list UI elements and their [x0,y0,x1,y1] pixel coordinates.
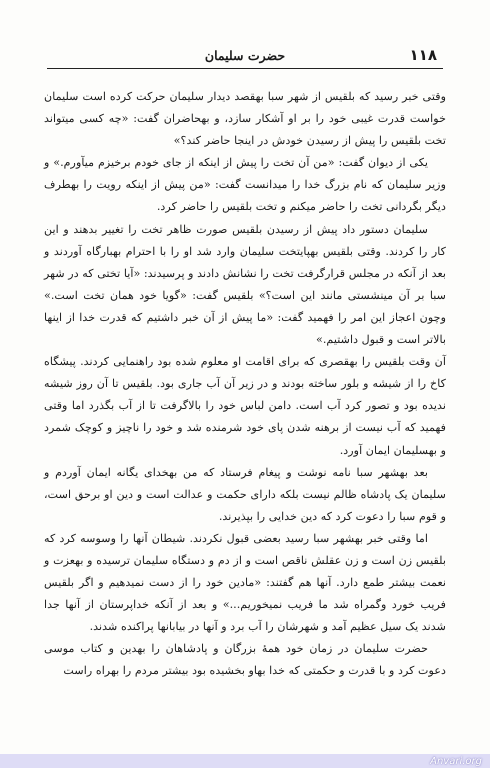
running-title: حضرت سلیمان [204,48,286,63]
body-text [44,86,446,683]
page-number: ۱۱۸ [409,46,437,64]
watermark-bar [0,754,490,768]
paragraph: سلیمان دستور داد پیش از رسیدن بلقیس صورت ظاهر تخت را تغییر بدهند و این کار را کردند. وقتی بلقیس بهپایتخت سلیمان وارد شد او را با احترام بهبارگاه آوردند و بعد از آنکه در مجلس قرارگرفت تخت را نشانش دادند و پرسیدند: «آیا تختی که در شهر سبا بر آن مینشستی مانند این است؟» بلقیس گفت: «گویا خود همان تخت است.» وچون اعجاز این امر را فهمید گفت: «ما پیش از آن خبر داشتیم که قدرت خدا از اینها بالاتر است و قبول داشتیم.» [44,222,446,347]
paragraph: آن وقت بلقیس را بهقصری که برای اقامت او معلوم شده بود راهنمایی کردند. پیشگاه کاخ را از شیشه و بلور ساخته بودند و در زیر آن آب جاری بود. بلقیس تا آن روز شیشه ندیده بود و تصور کرد آب است. دامن لباس خود را بالاگرفت تا از آب بگذرد اما وقتی فهمید که آب نیست از برهنه شدن پای خود شرمنده شد و خود را ناچیز و کوچک شمرد و بهسلیمان ایمان آورد. [44,355,446,457]
paragraph: حضرت سلیمان در زمان خود همهٔ بزرگان و پادشاهان را بهدین و کتاب موسی دعوت کرد و با قدرت و حکمتی که خدا بهاو بخشیده بود بیشتر مردم را بهراه راست [44,642,446,678]
watermark-logo: Anvari.org [430,756,482,767]
paragraph: یکی از دیوان گفت: «من آن تخت را پیش از اینکه از جای خودم برخیزم میآورم.» و وزیر سلیمان که نام بزرگ خدا را میدانست گفت: «من پیش از اینکه رویت را بهطرف دیگر بگردانی تخت را حاضر میکنم و تخت بلقیس را حاضر کرد. [44,156,446,214]
paragraph: اما وقتی خبر بهشهر سبا رسید بعضی قبول نکردند. شیطان آنها را وسوسه کرد که بلقیس زن است و زن عقلش ناقص است و از دم و دستگاه سلیمان ترسیده و بهعزت و نعمت بیشتر طمع دارد. آنها هم گفتند: «مادین خود را از دست نمیدهیم و اگر بلقیس فریب خورد وگمراه شد ما فریب نمیخوریم...» و بعد از آنکه خداپرستان از آنها جدا شدند یک سیل عظیم آمد و شهرشان را آب برد و آنها در بیابانها پراکنده شدند. [44,531,446,634]
paragraph: وقتی خبر رسید که بلقیس از شهر سبا بهقصد دیدار سلیمان حرکت کرده است سلیمان خواست قدرت غیبی خود را بر او آشکار سازد، و بهحاضران گفت: «چه کسی میتواند تخت بلقیس را پیش از رسیدن خودش در اینجا حاضر کند؟» [44,90,446,148]
paragraph: بعد بهشهر سبا نامه نوشت و پیغام فرستاد که من بهخدای یگانه ایمان آوردم و سلیمان یک پادشاه ظالم نیست بلکه دارای حکمت و عدالت است و دین او برحق است، و قوم سبا را دعوت کرد که دین خدایی را بپذیرند. [44,465,446,523]
page-header [47,46,443,69]
